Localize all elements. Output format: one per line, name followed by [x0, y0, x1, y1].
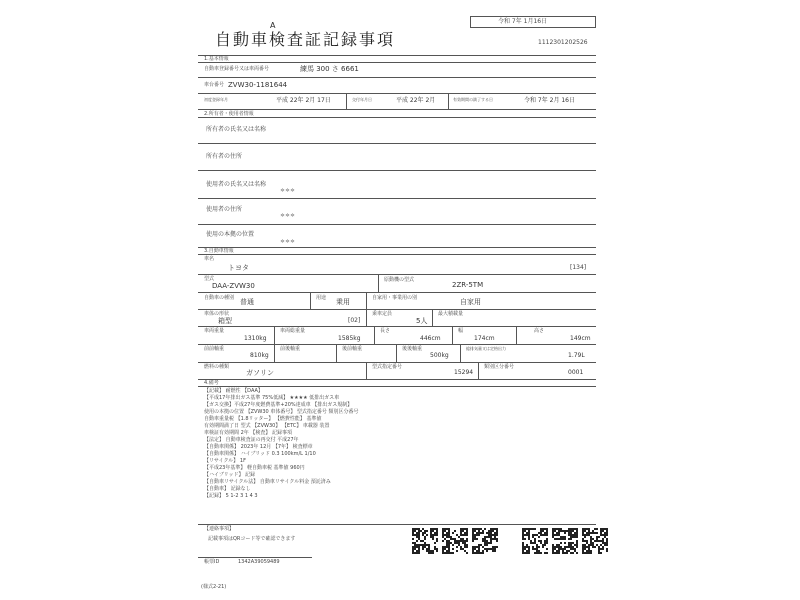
user-name-value: ＊＊＊ — [280, 188, 296, 194]
type-no-value: 15294 — [454, 369, 474, 376]
chassis-value: ZVW30-1181644 — [228, 81, 288, 89]
type-value: 普通 — [240, 298, 254, 306]
user-name-label: 使用者の氏名又は名称 — [206, 181, 267, 188]
shape-label: 車体の形状 — [204, 311, 230, 317]
expiry-value: 令和 7年 2月 16日 — [524, 97, 575, 104]
biz-value: 自家用 — [460, 298, 481, 306]
rear-front-label: 後前軸重 — [342, 346, 363, 352]
model-label: 型式 — [204, 276, 215, 282]
width-value: 174cm — [474, 335, 495, 342]
front-rear-label: 前後軸重 — [280, 346, 301, 352]
first-reg-value: 平成 22年 2月 17日 — [276, 97, 331, 104]
maker-label: 車名 — [204, 256, 215, 262]
type-no-label: 型式指定番号 — [372, 364, 403, 370]
class-no-label: 類別区分番号 — [484, 364, 515, 370]
chassis-label: 車台番号 — [204, 82, 225, 88]
length-value: 446cm — [420, 335, 441, 342]
inspection-certificate — [198, 18, 596, 565]
doc-mark: A — [270, 21, 276, 30]
maker-code: [134] — [570, 264, 587, 271]
user-addr-value: ＊＊＊ — [280, 213, 296, 219]
expiry-label: 有効期間の満了する日 — [453, 97, 493, 102]
base-value: ＊＊＊ — [280, 239, 296, 245]
note-line: 【法定】 自動車検査証の再交付 平成27年 — [204, 437, 299, 443]
note-line: 【ハイブリッド】 記録 — [204, 472, 256, 478]
section3-header: 3.自動車情報 — [204, 248, 234, 254]
maker-value: トヨタ — [228, 264, 249, 272]
class-no-value: 0001 — [568, 369, 584, 376]
front-axle-value: 810kg — [250, 352, 269, 359]
owner-addr-label: 所有者の住所 — [206, 153, 243, 160]
qr-code-group — [412, 528, 596, 556]
note-line: 【自動車関係】 2023年 12月 【7年】 検査標章 — [204, 444, 313, 450]
base-label: 使用の本拠の位置 — [206, 231, 255, 238]
gross-value: 1585kg — [338, 335, 361, 342]
page-title: 自動車検査証記録事項 — [215, 30, 396, 49]
rear-rear-label: 後後軸重 — [402, 346, 423, 352]
note-line: 【自動車】 記録なし — [204, 486, 251, 492]
reg-no-label: 自動車登録番号又は車両番号 — [204, 66, 270, 72]
engine-value: 2ZR-5TM — [452, 281, 484, 289]
max-load-label: 最大積載量 — [438, 311, 464, 317]
qr-code-icon — [442, 528, 468, 554]
height-label: 高さ — [534, 328, 545, 334]
qr-code-icon — [522, 528, 548, 554]
displacement-label: 総排気量又は定格出力 — [466, 346, 506, 351]
note-line: 使用の本拠の位置 【ZVW30 車体番号】 型式指定番号 類別区分番号 — [204, 409, 359, 415]
use-label: 用途 — [316, 295, 327, 301]
note-line: 車検証有効期間 2年 【検査】 記録事項 — [204, 430, 292, 436]
gross-label: 車両総重量 — [280, 328, 306, 334]
use-value: 乗用 — [336, 298, 350, 306]
reg-no-value: 練馬 300 さ 6661 — [300, 65, 359, 73]
biz-label: 自家用・事業用の別 — [372, 295, 418, 301]
notes-block — [204, 389, 359, 501]
height-value: 149cm — [570, 335, 591, 342]
doc-number: 1112301202526 — [538, 39, 588, 46]
weight-value: 1310kg — [244, 335, 267, 342]
section1-header: 1.基本情報 — [204, 56, 229, 62]
weight-label: 車両重量 — [204, 328, 225, 334]
first-reg-label: 初度登録年月 — [204, 97, 228, 102]
qr-code-icon — [582, 528, 608, 554]
qr-code-icon — [472, 528, 498, 554]
note-line: 【自動車関係】 ハイブリッド 0.3 100km/L 1/10 — [204, 451, 316, 457]
shape-value: 箱型 — [218, 317, 232, 325]
width-label: 幅 — [458, 328, 464, 334]
section2-header: 2.所有者・使用者情報 — [204, 111, 254, 117]
note-line: 【記録】 5 1-2 3 1 4 3 — [204, 493, 258, 499]
shape-code: [02] — [348, 317, 361, 324]
section4-header: 4.備考 — [204, 380, 219, 386]
qr-code-icon — [552, 528, 578, 554]
issue-value: 平成 22年 2月 — [396, 97, 436, 104]
ledger-label: 帳票ID — [204, 559, 220, 565]
user-addr-label: 使用者の住所 — [206, 206, 243, 213]
fuel-label: 燃料の種類 — [204, 364, 230, 370]
front-axle-label: 前前軸重 — [204, 346, 225, 352]
capacity-label: 乗車定員 — [372, 311, 393, 317]
contact-header: 【連絡事項】 — [204, 526, 235, 532]
note-line: 【リサイクル】 1F — [204, 458, 246, 464]
note-line: 【平成17年排出ガス基準 75%低減】 ★★★★ 低排出ガス車 — [204, 395, 340, 401]
note-line: 有効期間満了日 型式 【ZVW30】 【ETC】 車載器 装置 — [204, 423, 330, 429]
note-line: 【記載】 耐燃性 【DAA】 — [204, 388, 263, 394]
note-line: 【自動車リサイクル法】 自動車リサイクル料金 預託済み — [204, 479, 331, 485]
note-line: 【平成23年基準】 軽自動車税 基準値 960円 — [204, 465, 305, 471]
qr-code-icon — [412, 528, 438, 554]
length-label: 長さ — [380, 328, 391, 334]
owner-name-label: 所有者の氏名又は名称 — [206, 126, 267, 133]
note-line: 【ガス交換】平成27年度燃費基準+20%達成車 【排出ガス規制】 — [204, 402, 353, 408]
type-label: 自動車の種別 — [204, 295, 235, 301]
displacement-value: 1.79L — [568, 352, 585, 359]
ledger-value: 1342A39059489 — [238, 559, 280, 565]
capacity-value: 5人 — [416, 317, 428, 325]
rear-rear-value: 500kg — [430, 352, 449, 359]
form-code: (様式2-21) — [201, 584, 227, 590]
note-line: 自動車重量税 【1.8リッター】 【燃費性能】 基準値 — [204, 416, 322, 422]
issue-date: 令和 7年 1月16日 — [498, 18, 548, 25]
issue-label: 交付年月日 — [352, 97, 372, 102]
contact-text: 記載事項はQRコード等で確認できます — [208, 536, 296, 542]
engine-label: 原動機の型式 — [384, 277, 415, 283]
model-value: DAA-ZVW30 — [212, 282, 255, 290]
fuel-value: ガソリン — [246, 369, 274, 377]
